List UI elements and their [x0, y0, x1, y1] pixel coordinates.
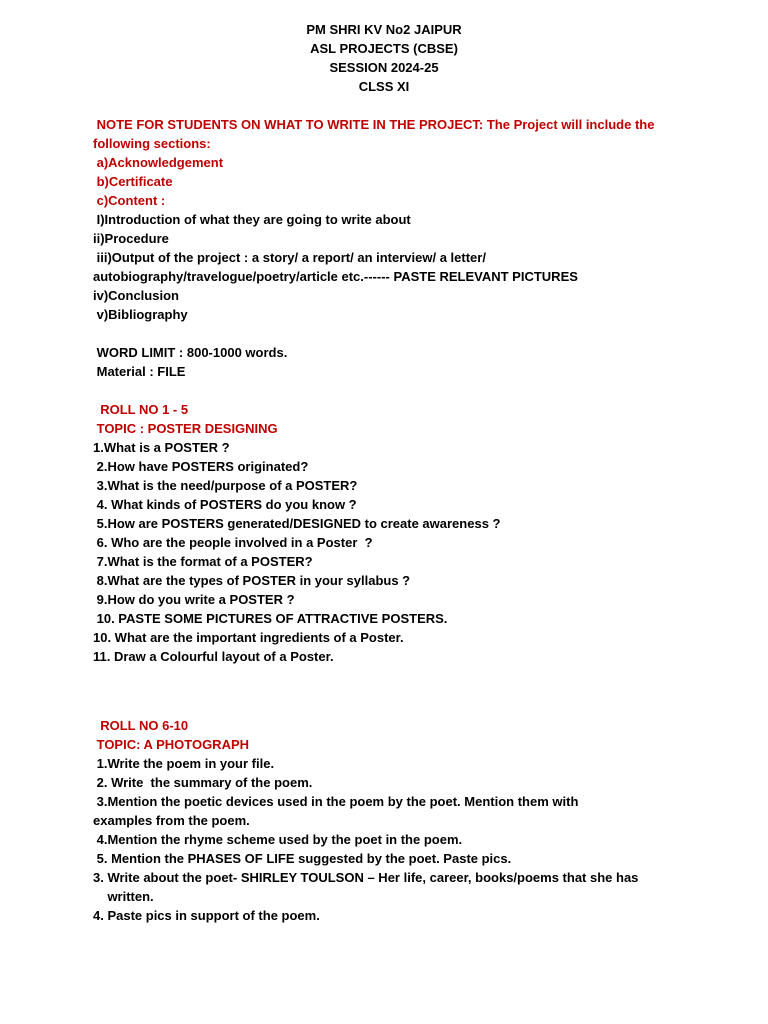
- list-item: examples from the poem.: [93, 813, 250, 828]
- list-item: 2.How have POSTERS originated?: [93, 459, 309, 474]
- session-label: SESSION 2024-25: [329, 60, 439, 75]
- list-item: 3.Mention the poetic devices used in the poem by the poet. Mention them with: [93, 794, 579, 809]
- list-item: written.: [93, 889, 154, 904]
- section-content: c)Content :: [93, 193, 166, 208]
- list-item: 1.What is a POSTER ?: [93, 440, 230, 455]
- project-title: ASL PROJECTS (CBSE): [310, 41, 458, 56]
- content-item: iii)Output of the project : a story/ a report/ an interview/ a letter/: [93, 250, 486, 265]
- note-line-2: following sections:: [93, 136, 211, 151]
- topic-heading-2: TOPIC: A PHOTOGRAPH: [93, 737, 250, 752]
- list-item: 10. What are the important ingredients of a Poster.: [93, 630, 404, 645]
- spacer: [93, 324, 693, 343]
- list-item: 3. Write about the poet- SHIRLEY TOULSON – Her life, career, books/poems that she has: [93, 870, 639, 885]
- class-label: CLSS XI: [358, 79, 410, 94]
- topic-heading-1: TOPIC : POSTER DESIGNING: [93, 421, 278, 436]
- list-item: 4.Mention the rhyme scheme used by the poet in the poem.: [93, 832, 463, 847]
- document-header: [0, 20, 768, 96]
- list-item: 4. What kinds of POSTERS do you know ?: [93, 497, 357, 512]
- list-item: 3.What is the need/purpose of a POSTER?: [93, 478, 358, 493]
- list-item: 2. Write the summary of the poem.: [93, 775, 313, 790]
- list-item: 9.How do you write a POSTER ?: [93, 592, 295, 607]
- list-item: 10. PASTE SOME PICTURES OF ATTRACTIVE POSTERS.: [93, 611, 448, 626]
- list-item: 8.What are the types of POSTER in your syllabus ?: [93, 573, 411, 588]
- roll-heading-1: ROLL NO 1 - 5: [93, 402, 189, 417]
- section-certificate: b)Certificate: [93, 174, 173, 189]
- document-body: [93, 115, 693, 925]
- material: Material : FILE: [93, 364, 186, 379]
- list-item: 4. Paste pics in support of the poem.: [93, 908, 320, 923]
- list-item: 5.How are POSTERS generated/DESIGNED to create awareness ?: [93, 516, 501, 531]
- word-limit: WORD LIMIT : 800-1000 words.: [93, 345, 288, 360]
- spacer: [93, 381, 693, 400]
- list-item: 1.Write the poem in your file.: [93, 756, 275, 771]
- section-acknowledgement: a)Acknowledgement: [93, 155, 224, 170]
- school-name: PM SHRI KV No2 JAIPUR: [306, 22, 462, 37]
- spacer: [93, 666, 693, 685]
- list-item: 5. Mention the PHASES OF LIFE suggested by the poet. Paste pics.: [93, 851, 512, 866]
- note-line-1: NOTE FOR STUDENTS ON WHAT TO WRITE IN THE PROJECT: The Project will include the: [93, 117, 655, 132]
- content-item: iv)Conclusion: [93, 288, 179, 303]
- spacer: [93, 685, 693, 716]
- content-item: ii)Procedure: [93, 231, 169, 246]
- content-item: autobiography/travelogue/poetry/article etc.------ PASTE RELEVANT PICTURES: [93, 269, 578, 284]
- content-item: v)Bibliography: [93, 307, 188, 322]
- list-item: 7.What is the format of a POSTER?: [93, 554, 313, 569]
- list-item: 11. Draw a Colourful layout of a Poster.: [93, 649, 334, 664]
- content-item: I)Introduction of what they are going to write about: [93, 212, 411, 227]
- list-item: 6. Who are the people involved in a Poster ?: [93, 535, 373, 550]
- roll-heading-2: ROLL NO 6-10: [93, 718, 189, 733]
